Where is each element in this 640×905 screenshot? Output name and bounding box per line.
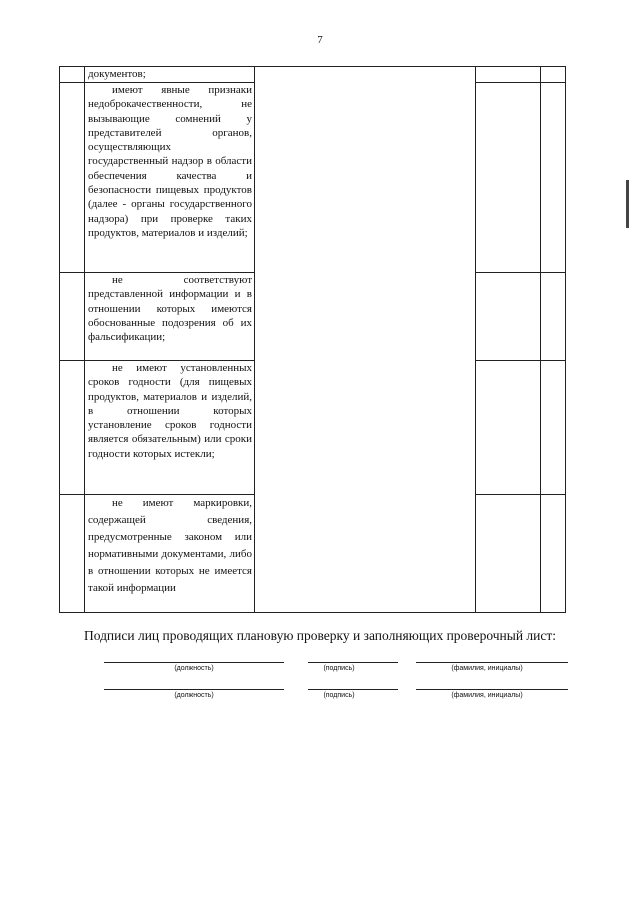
answer-no-cell[interactable] <box>541 273 566 361</box>
answer-yes-cell[interactable] <box>476 273 541 361</box>
table-row <box>60 67 566 83</box>
signature-label: (подпись) <box>323 692 355 699</box>
signature-label: (подпись) <box>323 665 355 672</box>
row-number-cell <box>60 495 85 613</box>
name-label: (фамилия, инициалы) <box>451 665 523 672</box>
answer-yes-cell[interactable] <box>476 361 541 495</box>
scan-edge-mark <box>626 180 629 228</box>
row-number-cell <box>60 361 85 495</box>
legal-reference-cell <box>255 67 476 613</box>
name-line[interactable] <box>416 662 568 663</box>
name-line[interactable] <box>416 689 568 690</box>
answer-no-cell[interactable] <box>541 83 566 273</box>
requirement-cell <box>85 495 255 613</box>
signature-line[interactable] <box>308 689 398 690</box>
requirement-cell <box>85 83 255 273</box>
answer-no-cell[interactable] <box>541 67 566 83</box>
position-line[interactable] <box>104 689 284 690</box>
signature-row <box>0 662 640 676</box>
answer-no-cell[interactable] <box>541 361 566 495</box>
requirement-text: не имеют маркировки, содержащей сведения, предусмотренные законом или нормативными документами, либо в отношении которых не имеется такой информации <box>88 497 252 594</box>
position-line[interactable] <box>104 662 284 663</box>
row-number-cell <box>60 273 85 361</box>
requirement-text: документов; <box>88 68 146 80</box>
signatures-heading: Подписи лиц проводящих плановую проверку и заполняющих проверочный лист: <box>83 628 557 643</box>
row-number-cell <box>60 83 85 273</box>
position-label: (должность) <box>174 692 214 699</box>
answer-no-cell[interactable] <box>541 495 566 613</box>
answer-yes-cell[interactable] <box>476 83 541 273</box>
requirement-cell <box>85 273 255 361</box>
requirement-text: не имеют установленных сроков годности (для пищевых продуктов, материалов и изделий, в отношении которых установление сроков годности является обязательным) или сроки годности которых истекли; <box>88 362 252 460</box>
signature-row <box>0 689 640 703</box>
requirement-cell <box>85 67 255 83</box>
signature-line[interactable] <box>308 662 398 663</box>
answer-yes-cell[interactable] <box>476 67 541 83</box>
checklist-table <box>59 66 566 613</box>
answer-yes-cell[interactable] <box>476 495 541 613</box>
name-label: (фамилия, инициалы) <box>451 692 523 699</box>
page-number: 7 <box>317 34 323 46</box>
row-number-cell <box>60 67 85 83</box>
requirement-text: имеют явные признаки недоброкачественности, не вызывающие сомнений у представителей органов, осуществляющих государственный надзор в области обеспечения качества и безопасности пищевых продуктов (далее - органы государственного надзора) при проверке таких продуктов, материалов и изделий; <box>88 84 252 239</box>
requirement-cell <box>85 361 255 495</box>
requirement-text: не соответствуют представленной информации и в отношении которых имеются обоснованные подозрения об их фальсификации; <box>88 274 252 344</box>
position-label: (должность) <box>174 665 214 672</box>
